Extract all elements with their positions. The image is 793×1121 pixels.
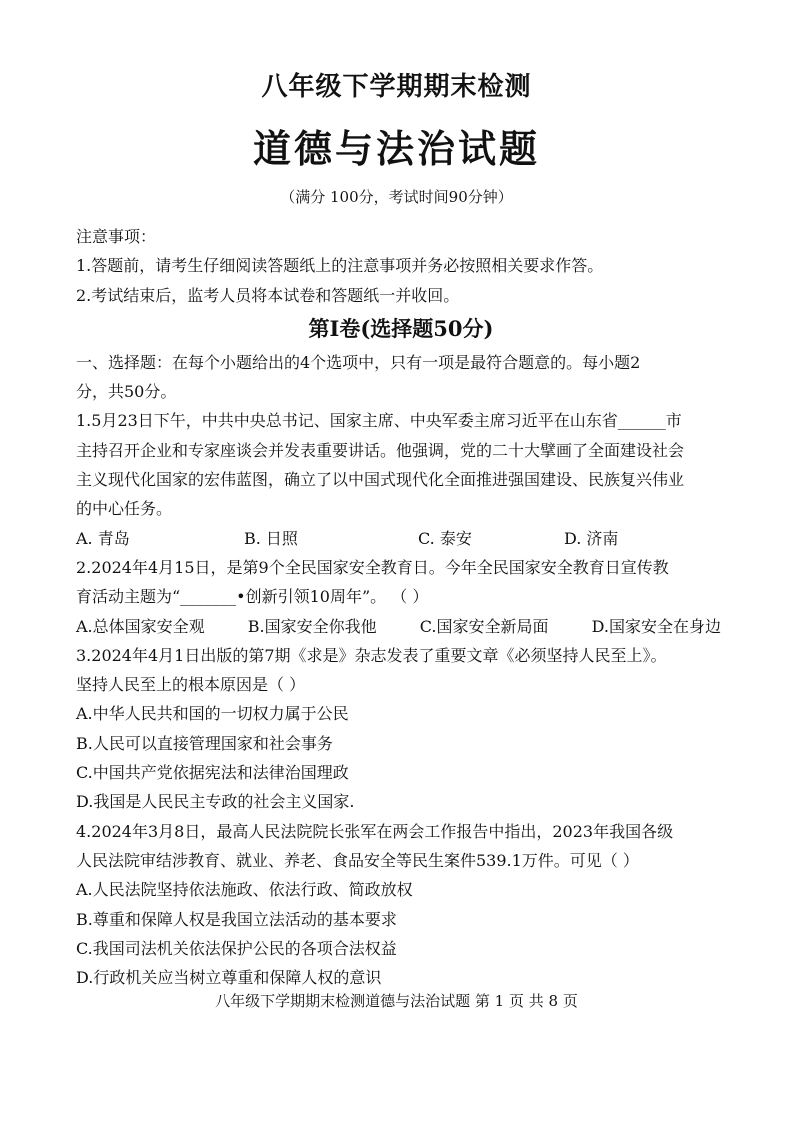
question-3 [76,641,726,817]
option-b: B.尊重和保障人权是我国立法活动的基本要求 [76,909,397,929]
section-instructions: 分，共50分。 [76,382,177,402]
option-a: A.人民法院坚持依法施政、依法行政、简政放权 [76,880,413,900]
option-a: A. 青岛 [76,528,130,548]
exam-title: 八年级下学期期末检测 [261,72,532,102]
option-c: C.中国共产党依据宪法和法律治国理政 [76,763,349,783]
question-stem: 育活动主题为“_______•创新引领10周年”。 （ ） [76,587,429,607]
option-b: B. 日照 [244,528,298,548]
option-d: D.行政机关应当树立尊重和保障人权的意识 [76,968,382,988]
notes-heading: 注意事项： [76,227,157,246]
option-a: A.总体国家安全观 [76,616,205,636]
note-item: 2.考试结束后，监考人员将本试卷和答题纸一并收回。 [76,285,460,305]
option-a: A.中华人民共和国的一切权力属于公民 [76,704,349,724]
question-stem: 主持召开企业和专家座谈会并发表重要讲话。他强调，党的二十大擘画了全面建设社会 [76,440,685,460]
exam-content [76,222,726,992]
option-d: D.国家安全在身边 [591,616,721,636]
options-row [76,524,726,553]
option-c: C.国家安全新局面 [419,616,549,636]
question-stem: 的中心任务。 [76,499,173,519]
option-c: C.我国司法机关依法保护公民的各项合法权益 [76,938,397,958]
option-b: B.人民可以直接管理国家和社会事务 [76,733,333,753]
question-2 [76,553,726,641]
question-stem: 坚持人民至上的根本原因是（ ） [76,675,306,695]
question-stem: 4.2024年3月8日，最高人民法院院长张军在两会工作报告中指出，2023年我国各级 [76,821,674,841]
question-stem: 人民法院审结涉教育、就业、养老、食品安全等民生案件539.1万件。可见（ ） [76,850,639,870]
note-item: 1.答题前，请考生仔细阅读答题纸上的注意事项并务必按照相关要求作答。 [76,256,604,276]
exam-info: （满分 100分，考试时间90分钟） [280,188,513,206]
section-title: 第Ⅰ卷(选择题50分) [308,315,494,341]
question-1 [76,406,726,552]
option-d: D. 济南 [564,528,619,548]
question-stem: 3.2024年4月1日出版的第7期《求是》杂志发表了重要文章《必须坚持人民至上》。 [76,645,667,665]
option-b: B.国家安全你我他 [247,616,377,636]
page-footer: 八年级下学期期末检测道德与法治试题 第 1 页 共 8 页 [215,992,578,1010]
section-instructions: 一、选择题：在每个小题给出的4个选项中，只有一项是最符合题意的。每小题2 [76,352,641,372]
question-stem: 2.2024年4月15日，是第9个全民国家安全教育日。今年全民国家安全教育日宣传教 [76,557,669,577]
option-d: D.我国是人民民主专政的社会主义国家. [76,792,355,812]
question-stem: 1.5月23日下午，中共中央总书记、国家主席、中央军委主席习近平在山东省______市 [76,411,682,431]
options-row [76,612,721,641]
subject-title: 道德与法治试题 [252,126,540,171]
question-stem: 主义现代化国家的宏伟蓝图，确立了以中国式现代化全面推进强国建设、民族复兴伟业 [76,470,685,490]
option-c: C. 泰安 [418,528,472,548]
question-4 [76,817,726,993]
